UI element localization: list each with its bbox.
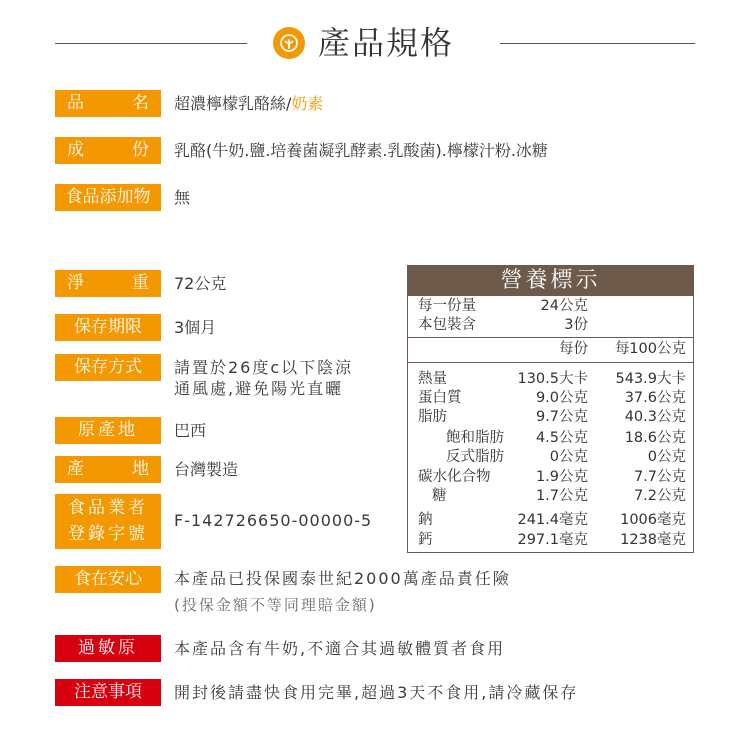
nutrient-name: 糖: [432, 488, 447, 504]
nutrient-per-100g: 40.3公克: [624, 409, 686, 425]
insurance-line1: 本產品已投保國泰世紀2000萬產品責任險: [174, 569, 511, 588]
nutrient-per-serving: 4.5公克: [535, 430, 588, 446]
registration-value: F-142726650-00000-5: [174, 511, 373, 530]
servings-value: 3份: [564, 317, 588, 333]
label-producer: 產 地: [55, 456, 161, 483]
nutrient-name: 脂肪: [418, 409, 447, 425]
label-additives: 食品添加物: [55, 184, 161, 211]
serving-value: 24公克: [540, 298, 588, 314]
origin-value: 巴西: [174, 421, 207, 440]
product-name-value: 超濃檸檬乳酪絲/奶素: [174, 94, 324, 113]
page-title: 產品規格: [318, 24, 455, 62]
col-per-100g: 每100公克: [614, 341, 686, 357]
storage-line2: 通風處,避免陽光直曬: [174, 379, 344, 398]
table-divider: [408, 337, 693, 338]
nutrient-per-serving: 9.7公克: [535, 409, 588, 425]
nutrient-per-100g: 0公克: [647, 449, 686, 465]
nutrient-per-100g: 7.7公克: [633, 469, 686, 485]
nutrient-name: 鈣: [418, 532, 433, 548]
nutrient-name: 熱量: [418, 371, 447, 387]
serving-label: 每一份量: [418, 298, 476, 314]
header-line-right: [500, 43, 695, 44]
label-notice: 注意事項: [55, 679, 161, 706]
nutrient-name: 鈉: [418, 512, 433, 528]
table-divider: [408, 362, 693, 363]
label-product-name: 品 名: [55, 90, 161, 117]
header-line-left: [55, 43, 247, 44]
producer-value: 台灣製造: [174, 460, 239, 479]
insurance-line2: (投保金額不等同理賠金額): [174, 596, 377, 614]
nutrient-name: 蛋白質: [418, 390, 462, 406]
nutrient-per-serving: 1.7公克: [535, 488, 588, 504]
nutrition-title: 營養標示: [408, 266, 693, 296]
label-origin: 原產地: [55, 417, 161, 444]
label-storage: 保存方式: [55, 354, 161, 381]
nutrient-per-serving: 9.0公克: [535, 390, 588, 406]
notice-value: 開封後請盡快食用完畢,超過3天不食用,請冷藏保存: [174, 683, 579, 702]
nutrient-per-100g: 7.2公克: [633, 488, 686, 504]
nutrient-per-serving: 241.4毫克: [517, 512, 588, 528]
allergen-value: 本產品含有牛奶,不適合其過敏體質者食用: [174, 639, 506, 658]
col-per-serving: 每份: [559, 341, 588, 357]
shelf-life-value: 3個月: [174, 318, 217, 337]
nutrient-per-100g: 37.6公克: [624, 390, 686, 406]
ingredients-value: 乳酪(牛奶.鹽.培養菌凝乳酵素.乳酸菌).檸檬汁粉.冰糖: [174, 141, 548, 160]
nutrient-per-100g: 1006毫克: [620, 512, 686, 528]
label-allergen: 過敏原: [55, 635, 161, 662]
nutrition-table: [407, 265, 694, 553]
net-weight-value: 72公克: [174, 274, 227, 293]
storage-line1: 請置於26度c以下陰涼: [174, 358, 354, 377]
servings-label: 本包裝含: [418, 317, 476, 333]
nutrient-name: 飽和脂肪: [446, 430, 504, 446]
label-net-weight: 淨 重: [55, 270, 161, 297]
nutrient-per-serving: 1.9公克: [535, 469, 588, 485]
nutrient-per-serving: 297.1毫克: [517, 532, 588, 548]
leaf-icon: [273, 27, 305, 59]
nutrient-name: 碳水化合物: [418, 469, 491, 485]
label-registration: 食品業者 登錄字號: [55, 494, 161, 549]
nutrient-per-100g: 18.6公克: [624, 430, 686, 446]
label-shelf-life: 保存期限: [55, 314, 161, 341]
nutrient-per-serving: 0公克: [549, 449, 588, 465]
label-insurance: 食在安心: [55, 566, 161, 593]
label-ingredients: 成 份: [55, 137, 161, 164]
nutrient-name: 反式脂肪: [446, 449, 504, 465]
nutrient-per-100g: 1238毫克: [620, 532, 686, 548]
nutrient-per-serving: 130.5大卡: [517, 371, 588, 387]
nutrient-per-100g: 543.9大卡: [615, 371, 686, 387]
additives-value: 無: [174, 188, 191, 207]
